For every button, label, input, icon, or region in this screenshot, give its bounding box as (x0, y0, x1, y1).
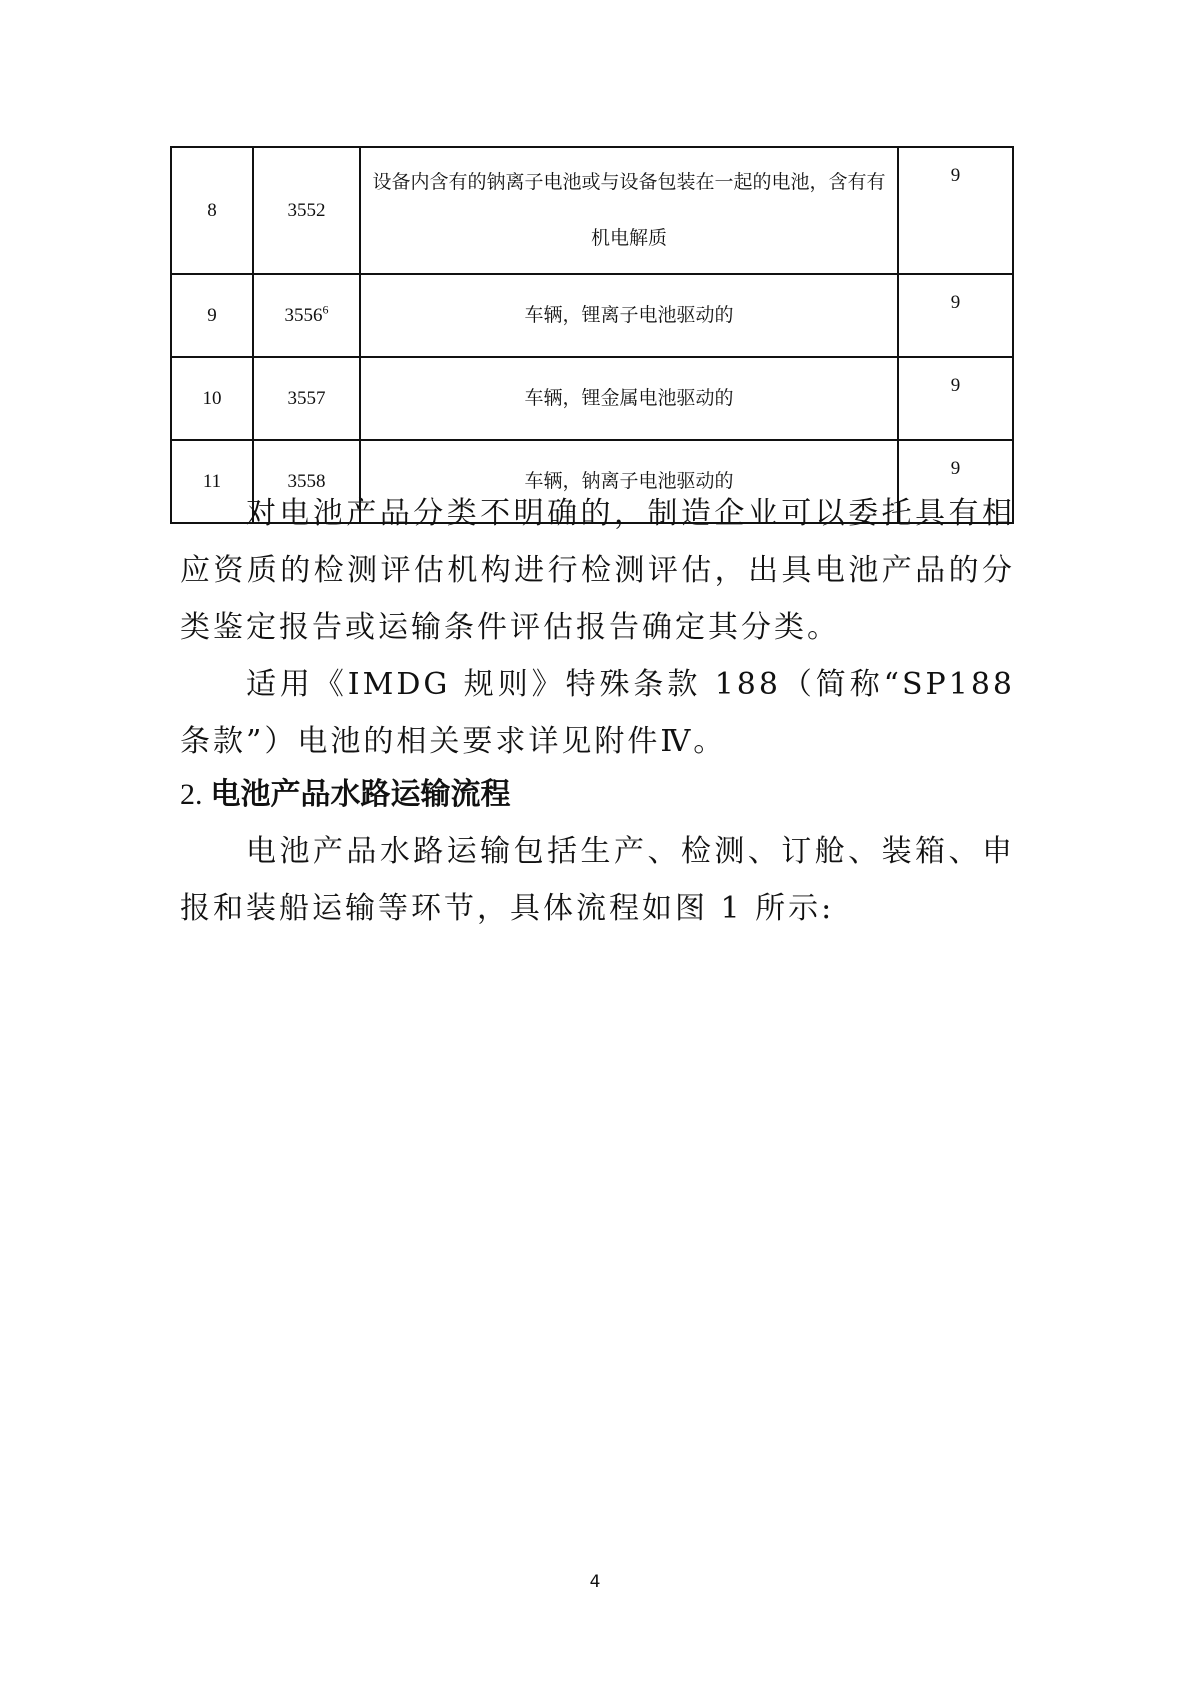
row-number: 11 (171, 440, 253, 523)
row-number: 8 (171, 147, 253, 274)
hazard-class: 9 (898, 440, 1013, 523)
section-heading (180, 766, 511, 823)
table-row (171, 274, 1013, 357)
un-number: 3557 (253, 357, 360, 440)
body-text-block-1 (180, 485, 1015, 770)
proper-shipping-name: 车辆，锂金属电池驱动的 (360, 357, 898, 440)
section-title: 电池产品水路运输流程 (210, 777, 511, 812)
footnote-marker: 6 (322, 302, 329, 317)
row-number: 9 (171, 274, 253, 357)
hazard-class: 9 (898, 357, 1013, 440)
un-number: 3558 (253, 440, 360, 523)
hazard-class: 9 (898, 274, 1013, 357)
un-number: 3552 (253, 147, 360, 274)
row-number: 10 (171, 357, 253, 440)
paragraph-classification: 对电池产品分类不明确的，制造企业可以委托具有相应资质的检测评估机构进行检测评估，出具电池产品的分类鉴定报告或运输条件评估报告确定其分类。 (180, 496, 1015, 645)
page-number: 4 (589, 1572, 601, 1592)
table-row (171, 357, 1013, 440)
body-text-block-2 (180, 823, 1015, 937)
table-row (171, 147, 1013, 274)
section-number: 2. (180, 778, 203, 811)
un-numbers-table (170, 146, 1014, 524)
un-number-value: 3556 (284, 304, 323, 326)
hazard-class: 9 (898, 147, 1013, 274)
un-number (253, 274, 360, 357)
proper-shipping-name: 设备内含有的钠离子电池或与设备包装在一起的电池，含有有机电解质 (360, 147, 898, 274)
paragraph-sp188: 适用《IMDG 规则》特殊条款 188（简称“SP188 条款”）电池的相关要求详见附件Ⅳ。 (180, 667, 1015, 759)
proper-shipping-name: 车辆，钠离子电池驱动的 (360, 440, 898, 523)
paragraph-process: 电池产品水路运输包括生产、检测、订舱、装箱、申报和装船运输等环节，具体流程如图 1 所示: (180, 834, 1015, 926)
proper-shipping-name: 车辆，锂离子电池驱动的 (360, 274, 898, 357)
